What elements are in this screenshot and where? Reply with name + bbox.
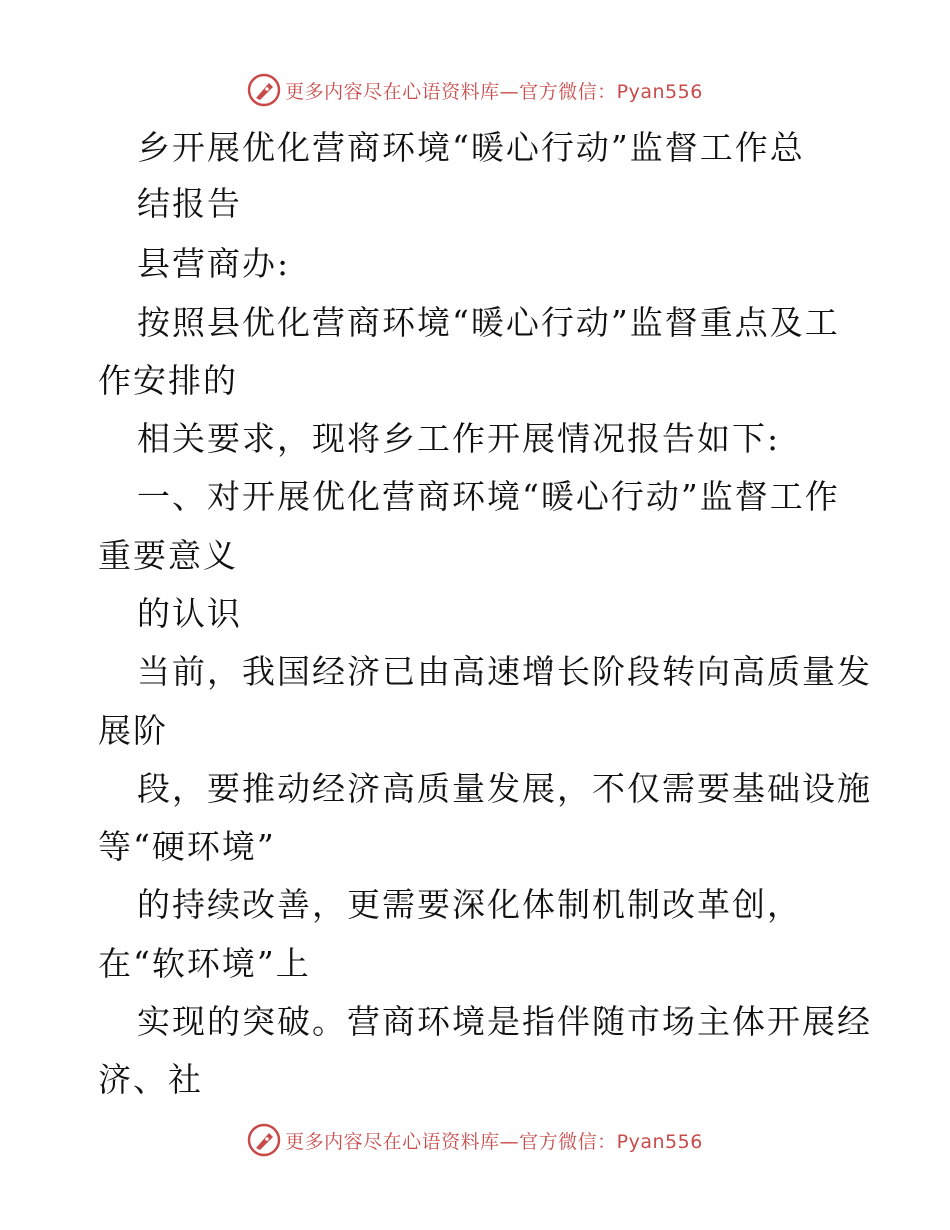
text-line: 相关要求，现将乡工作开展情况报告如下: [137,419,781,458]
watermark-text: 更多内容尽在心语资料库—官方微信：Pyan556 [285,80,703,103]
pen-nib-logo-icon [247,1123,281,1157]
text-line: 等“硬环境” [98,827,276,866]
text-line: 按照县优化营商环境“暖心行动”监督重点及工 [137,303,840,342]
text-line: 当前，我国经济已由高速增长阶段转向高质量发 [137,652,872,691]
text-line: 展阶 [98,711,168,750]
pen-nib-logo-icon [247,73,281,107]
text-line: 在“软环境”上 [98,944,311,983]
header-watermark [0,70,950,110]
text-line: 济、社 [98,1060,203,1099]
text-line: 结报告 [137,184,242,223]
text-line: 重要意义 [98,536,238,575]
text-line: 段，要推动经济高质量发展，不仅需要基础设施 [137,769,872,808]
watermark-text: 更多内容尽在心语资料库—官方微信：Pyan556 [285,1130,703,1153]
text-line: 乡开展优化营商环境“暖心行动”监督工作总 [137,128,805,167]
footer-watermark [0,1120,950,1160]
text-line: 作安排的 [98,361,238,400]
text-line: 的认识 [137,594,242,633]
text-line: 的持续改善，更需要深化体制机制改革创， [137,885,802,924]
text-line: 一、对开展优化营商环境“暖心行动”监督工作 [137,477,840,516]
text-line: 县营商办: [137,244,291,283]
text-line: 实现的突破。营商环境是指伴随市场主体开展经 [137,1002,872,1041]
